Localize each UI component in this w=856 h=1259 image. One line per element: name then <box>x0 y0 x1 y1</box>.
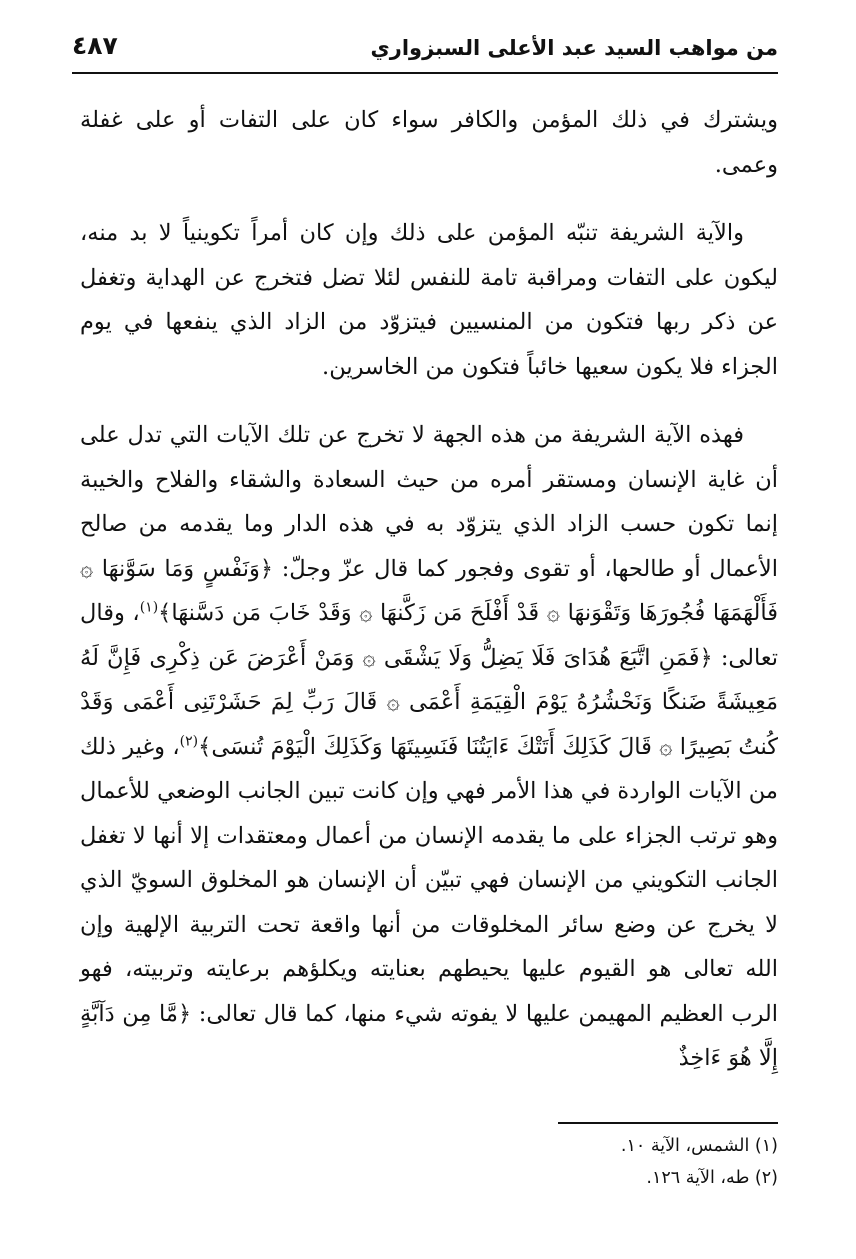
page-number: ٤٨٧ <box>72 31 118 60</box>
running-title: من مواهب السيد عبد الأعلى السبزواري <box>370 36 778 60</box>
footnote-2: (٢) طه، الآية ١٢٦. <box>646 1168 778 1188</box>
connector-text: ، وقال تعالى: <box>80 600 778 671</box>
footnotes <box>78 1130 778 1194</box>
footnote-ref-2: (٢) <box>179 733 199 749</box>
running-head <box>72 30 778 70</box>
quran-quote-hud: ﴿مَّا مِن دَآبَّةٍ إِلَّا هُوَ ءَاخِذٌ <box>80 1000 778 1071</box>
paragraph-3-text: فهذه الآية الشريفة من هذه الجهة لا تخرج عن تلك الآيات التي تدل على أن غاية الإنسان ومستقر أمره من حيث السعادة والشقاء والفلاح والخيبة إنما تكون حسب الزاد الذي يتزوّد به في هذه الدار وما يقدمه من صالح الأعمال أو طالحها، أو تقوى وفجور كما قال عزّ وجلّ: <box>80 422 778 582</box>
paragraph-2: والآية الشريفة تنبّه المؤمن على ذلك وإن كان أمراً تكوينياً لا بد منه، ليكون على التفات ومراقبة تامة للنفس لئلا تضل فتخرج عن الهداية وتغفل عن ذكر ربها فتكون من المنسيين فيتزوّد من الزاد الذي ينفعها في يوم الجزاء فلا يكون سعيها خائباً فتكون من الخاسرين. <box>80 220 778 380</box>
footnote-rule <box>558 1122 778 1124</box>
body-text <box>80 98 778 1105</box>
footnote-1: (١) الشمس، الآية ١٠. <box>620 1136 778 1156</box>
quran-quote-taha: ﴿فَمَنِ اتَّبَعَ هُدَاىَ فَلَا يَضِلُّ وَلَا يَشْقَى ۞ وَمَنْ أَعْرَضَ عَن ذِكْرِى فَإِنَّ لَهُ مَعِيشَةً ضَنكًا وَنَحْشُرُهُ يَوْمَ الْقِيَمَةِ أَعْمَى ۞ قَالَ رَبِّ لِمَ حَشَرْتَنِى أَعْمَى وَقَدْ كُنتُ بَصِيرًا ۞ قَالَ كَذَلِكَ أَتَتْكَ ءَايَتُنَا فَنَسِيتَهَا وَكَذَلِكَ الْيَوْمَ تُنسَى﴾ <box>80 644 778 760</box>
quran-quote-ash-shams: ﴿وَنَفْسٍ وَمَا سَوَّنهَا ۞ فَأَلْهَمَهَا فُجُورَهَا وَتَقْوَنهَا ۞ قَدْ أَفْلَحَ مَن زَكَّنهَا ۞ وَقَدْ خَابَ مَن دَسَّنهَا﴾ <box>80 555 778 626</box>
continuation-text: ، وغير ذلك من الآيات الواردة في هذا الأمر فهي وإن كانت تبين الجانب الوضعي للأعمال وهو ترتب الجزاء على ما يقدمه الإنسان من أعمال ومعتقدات إلا أنها لا تغفل الجانب التكويني من الإنسان فهي تبيّن أن الإنسان هو المخلوق السويّ الذي لا يخرج عن وضع سائر المخلوقات من أنها واقعة تحت التربية الإلهية وإن الله تعالى هو القيوم عليها يحيطهم بعنايته ويكلؤهم برعايته وتربيته، فهو الرب العظيم المهيمن عليها لا يفوته شيء منها، كما قال تعالى: <box>80 733 779 1027</box>
paragraph-1: ويشترك في ذلك المؤمن والكافر سواء كان على التفات أو على غفلة وعمى. <box>80 107 778 178</box>
footnote-ref-1: (١) <box>139 599 159 616</box>
paragraph-3 <box>80 413 778 1081</box>
header-rule <box>72 72 778 74</box>
